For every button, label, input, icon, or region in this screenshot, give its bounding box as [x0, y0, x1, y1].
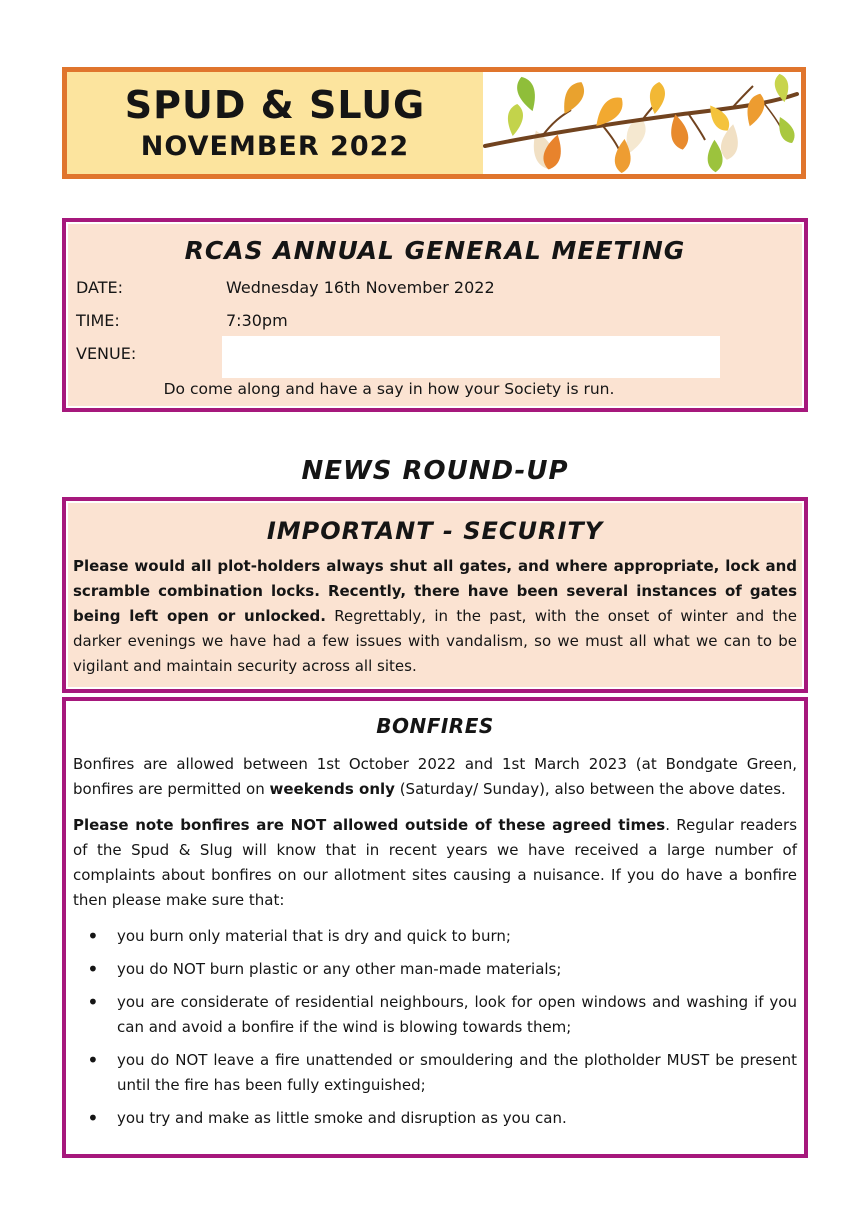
bonfire-rule-item: • you do NOT burn plastic or any other man-made materials;: [66, 957, 804, 982]
agm-box: [62, 218, 808, 412]
venue-redacted-box: [222, 336, 720, 378]
bonfires-title: BONFIRES: [376, 714, 494, 738]
bonfires-paragraph-2: [73, 813, 797, 913]
agm-time-label: TIME:: [76, 311, 120, 330]
agm-date-value: Wednesday 16th November 2022: [226, 278, 495, 297]
masthead: [67, 72, 483, 174]
bonfires-p2-text: . Regular readers of the Spud & Slug will know that in recent years we have received a large number of complaints about bonfires on our allotment sites causing a nuisance. If you do have a bonfire then please make sure that:: [73, 816, 798, 909]
newsletter-issue-date: NOVEMBER 2022: [140, 131, 410, 162]
bonfire-rules-list: [66, 924, 804, 1131]
agm-date-label: DATE:: [76, 278, 124, 297]
news-roundup-heading: NEWS ROUND-UP: [301, 456, 569, 486]
agm-time-value: 7:30pm: [226, 311, 288, 330]
bonfires-p2-bold: Please note bonfires are NOT allowed outside of these agreed times: [73, 816, 666, 834]
security-bold-text: Please would all plot-holders always shut all gates, and where appropriate, lock and scramble combination locks. Recently, there have been several instances of gates being left open or unlocked.: [73, 557, 797, 625]
bonfires-p1-bold: weekends only: [269, 780, 395, 798]
autumn-leaves-icon: [483, 72, 801, 174]
bonfire-rule-item: • you do NOT leave a fire unattended or smouldering and the plotholder MUST be present until the fire has been fully extinguished;: [66, 1048, 804, 1098]
bonfire-rule-item: • you try and make as little smoke and disruption as you can.: [66, 1106, 804, 1131]
bonfires-paragraph-1: [73, 752, 797, 802]
security-regular-text: Regrettably, in the past, with the onset of winter and the darker evenings we have had a few issues with vandalism, so we must all what we can to be vigilant and maintain security across all sites.: [73, 607, 798, 675]
header-box: [62, 67, 806, 179]
security-title: IMPORTANT - SECURITY: [266, 517, 604, 545]
bonfires-box: [62, 697, 808, 1158]
agm-time-row: [76, 311, 288, 331]
bonfire-rule-item: • you are considerate of residential neighbours, look for open windows and washing if you can and avoid a bonfire if the wind is blowing towards them;: [66, 990, 804, 1040]
agm-note: Do come along and have a say in how your Society is run.: [163, 380, 615, 398]
autumn-leaves-image: [483, 72, 801, 174]
security-paragraph: [73, 554, 797, 679]
agm-date-row: [76, 278, 495, 298]
security-box: [62, 497, 808, 693]
agm-venue-label: VENUE:: [76, 344, 137, 363]
newsletter-title: SPUD & SLUG: [124, 83, 426, 127]
agm-title: RCAS ANNUAL GENERAL MEETING: [184, 236, 686, 265]
bonfires-p1-text-end: (Saturday/ Sunday), also between the above dates.: [394, 780, 786, 798]
bonfires-p1-text: Bonfires are allowed between 1st October 2022 and 1st March 2023 (at Bondgate Green, bonfires are permitted on: [73, 755, 797, 798]
agm-venue-row: [76, 344, 226, 364]
bonfire-rule-item: • you burn only material that is dry and quick to burn;: [66, 924, 804, 949]
